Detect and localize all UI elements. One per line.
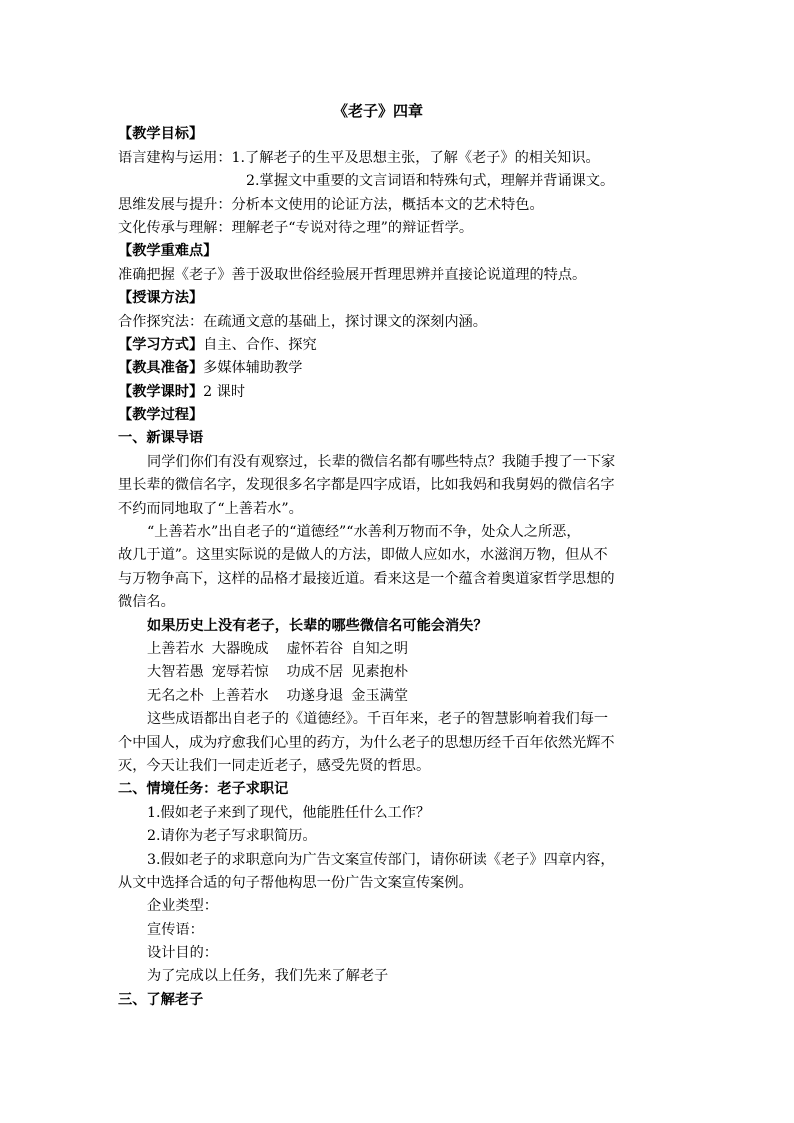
class-hours-label: 【教学课时】 <box>118 383 204 400</box>
idiom: 金玉满堂 <box>351 687 409 704</box>
goal-language: 语言建构与运用：1.了解老子的生平及思想主张，了解《老子》的相关知识。 <box>118 149 600 166</box>
idiom-row <box>118 661 678 684</box>
part1-heading: 一、新课导语 <box>118 430 204 447</box>
idiom: 见素抱朴 <box>351 664 409 681</box>
field-company-type: 企业类型： <box>147 898 218 915</box>
teaching-tools-line <box>118 357 678 380</box>
goal-language-2: 2.掌握文中重要的文言词语和特殊句式，理解并背诵课文。 <box>246 173 615 190</box>
document-page <box>118 100 678 1012</box>
teaching-goals-heading: 【教学目标】 <box>118 126 204 143</box>
task-1: 1.假如老子来到了现代，他能胜任什么工作？ <box>147 804 431 821</box>
field-design-purpose: 设计目的： <box>147 945 218 962</box>
part3-heading: 三、了解老子 <box>118 991 204 1008</box>
task-3-line-2: 从文中选择合适的句子帮他构思一份广告文案宣传案例。 <box>118 874 473 891</box>
intro-paragraph-3-line-2: 个中国人，成为疗愈我们心里的药方，为什么老子的思想历经千百年依然光辉不 <box>118 734 615 751</box>
idiom: 无名之朴 <box>147 687 204 704</box>
teaching-tools-label: 【教具准备】 <box>118 360 204 377</box>
idiom: 大器晚成 <box>211 640 269 657</box>
idiom: 大智若愚 <box>147 664 204 681</box>
key-points-text: 准确把握《老子》善于汲取世俗经验展开哲理思辨并直接论说道理的特点。 <box>118 266 587 283</box>
task-3-line-1: 3.假如老子的求职意向为广告文案宣传部门，请你研读《老子》四章内容， <box>147 851 615 868</box>
intro-paragraph-2-line-3: 与万物争高下，这样的品格才最接近道。看来这是一个蕴含着奥道家哲学思想的 <box>118 570 615 587</box>
class-hours-text: 2 课时 <box>203 383 246 400</box>
teaching-process-heading: 【教学过程】 <box>118 407 204 424</box>
intro-paragraph-2-line-1: “上善若水”出自老子的“道德经”“水善利万物而不争，处众人之所恶， <box>147 524 581 541</box>
idiom: 自知之明 <box>351 640 409 657</box>
study-mode-line <box>118 334 678 357</box>
intro-paragraph-1-line-2: 里长辈的微信名字，发现很多名字都是四字成语，比如我妈和我舅妈的微信名字 <box>118 477 615 494</box>
transition-text: 为了完成以上任务，我们先来了解老子 <box>147 968 389 985</box>
study-mode-text: 自主、合作、探究 <box>203 336 317 353</box>
intro-paragraph-2-line-2: 故几于道”。这里实际说的是做人的方法，即做人应如水，水滋润万物，但从不 <box>118 547 608 564</box>
study-mode-label: 【学习方式】 <box>118 336 204 353</box>
teaching-method-heading: 【授课方法】 <box>118 290 204 307</box>
document-title: 《老子》四章 <box>332 102 423 120</box>
idiom-row <box>118 685 678 708</box>
intro-question: 如果历史上没有老子，长辈的哪些微信名可能会消失？ <box>147 617 488 634</box>
idiom: 虚怀若谷 <box>286 640 344 657</box>
part2-heading: 二、情境任务：老子求职记 <box>118 781 289 798</box>
idiom: 功成不居 <box>286 664 344 681</box>
field-slogan: 宣传语： <box>147 921 204 938</box>
idiom: 功遂身退 <box>286 687 344 704</box>
teaching-method-text: 合作探究法：在疏通文意的基础上，探讨课文的深刻内涵。 <box>118 313 487 330</box>
class-hours-line <box>118 381 678 404</box>
goal-culture: 文化传承与理解：理解老子“专说对待之理”的辩证哲学。 <box>118 219 474 236</box>
goal-thinking: 思维发展与提升：分析本文使用的论证方法，概括本文的艺术特色。 <box>118 196 544 213</box>
idiom: 上善若水 <box>211 687 269 704</box>
intro-paragraph-1-line-3: 不约而同地取了“上善若水”。 <box>118 500 303 517</box>
idiom: 宠辱若惊 <box>211 664 269 681</box>
intro-paragraph-1-line-1: 同学们你们有没有观察过，长辈的微信名都有哪些特点？我随手搜了一下家 <box>147 453 616 470</box>
teaching-tools-text: 多媒体辅助教学 <box>203 360 303 377</box>
intro-paragraph-3-line-3: 灭，今天让我们一同走近老子，感受先贤的哲思。 <box>118 757 431 774</box>
idiom-row <box>118 638 678 661</box>
intro-paragraph-3-line-1: 这些成语都出自老子的《道德经》。千百年来，老子的智慧影响着我们每一 <box>147 711 609 728</box>
idiom: 上善若水 <box>147 640 204 657</box>
key-points-heading: 【教学重难点】 <box>118 243 218 260</box>
task-2: 2.请你为老子写求职简历。 <box>147 828 317 845</box>
intro-paragraph-2-line-4: 微信名。 <box>118 594 175 611</box>
